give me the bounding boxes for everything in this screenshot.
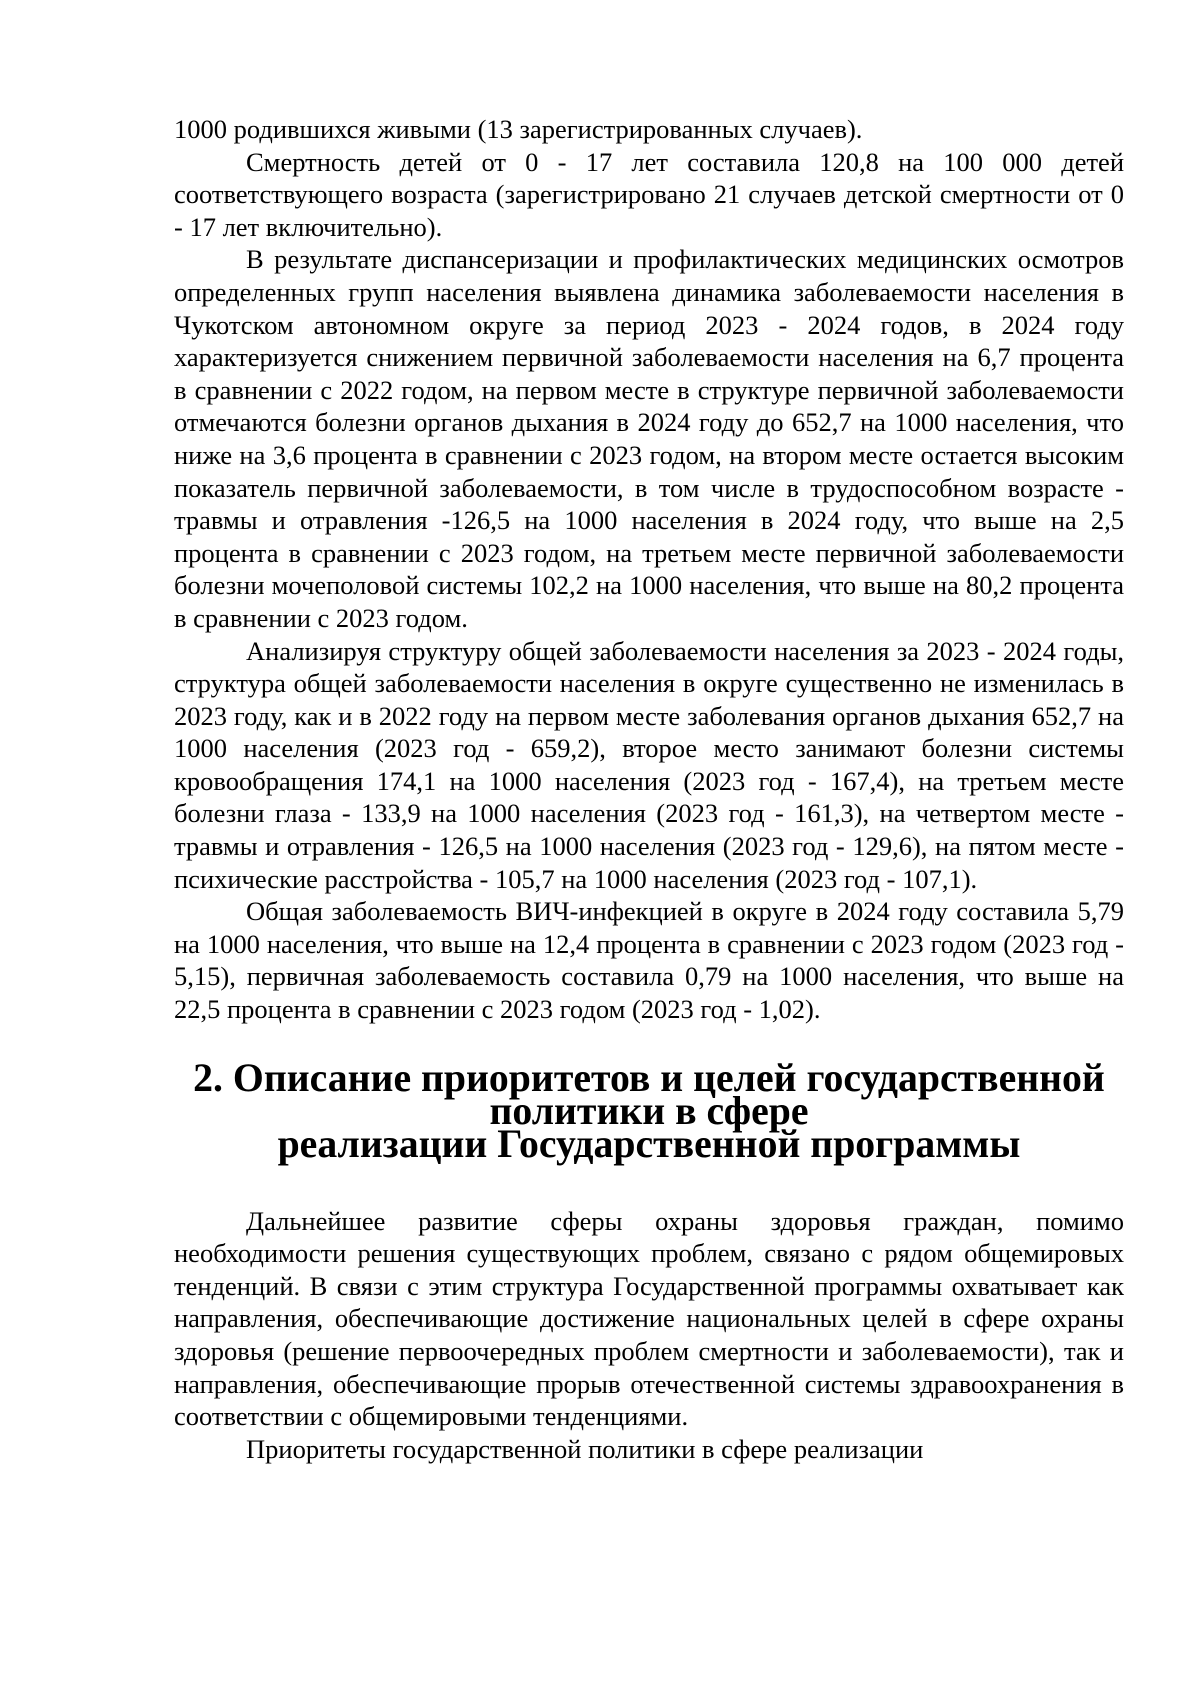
paragraph-hiv-morbidity: Общая заболеваемость ВИЧ-инфекцией в округе в 2024 году составила 5,79 на 1000 населения, что выше на 12,4 процента в сравнении с 2023 годом (2023 год - 5,15), первичная заболеваемость составила 0,79 на 1000 населения, что выше на 22,5 процента в сравнении с 2023 годом (2023 год - 1,02).: [174, 896, 1124, 1025]
paragraph-primary-morbidity: В результате диспансеризации и профилактических медицинских осмотров определенных групп населения выявлена динамика заболеваемости населения в Чукотском автономном округе за период 2023 - 2024 годов, в 2024 году характеризуется снижением первичной заболеваемости населения на 6,7 процента в сравнении с 2022 годом, на первом месте в структуре первичной заболеваемости отмечаются болезни органов дыхания в 2024 году до 652,7 на 1000 населения, что ниже на 3,6 процента в сравнении с 2023 годом, на втором месте остается высоким показатель первичной заболеваемости, в том числе в трудоспособном возрасте - травмы и отравления -126,5 на 1000 населения в 2024 году, что выше на 2,5 процента в сравнении с 2023 годом, на третьем месте первичной заболеваемости болезни мочеполовой системы 102,2 на 1000 населения, что выше на 80,2 процента в сравнении с 2023 годом.: [174, 244, 1124, 633]
paragraph-development: Дальнейшее развитие сферы охраны здоровья граждан, помимо необходимости решения существующих проблем, связано с рядом общемировых тенденций. В связи с этим структура Государственной программы охватывает как направления, обеспечивающие достижение национальных целей в сфере охраны здоровья (решение первоочередных проблем смертности и заболеваемости), так и направления, обеспечивающие прорыв отечественной системы здравоохранения в соответствии с общемировыми тенденциями.: [174, 1205, 1124, 1432]
section-heading-line-2: реализации Государственной программы: [277, 1121, 1021, 1166]
paragraph-continuation: 1000 родившихся живыми (13 зарегистрированных случаев).: [174, 114, 863, 144]
document-page: [174, 113, 1124, 1465]
paragraph-child-mortality: Смертность детей от 0 - 17 лет составила 120,8 на 100 000 детей соответствующего возраста (зарегистрировано 21 случаев детской смертности от 0 - 17 лет включительно).: [174, 146, 1124, 242]
paragraph-general-morbidity: Анализируя структуру общей заболеваемости населения за 2023 - 2024 годы, структура общей заболеваемости населения в округе существенно не изменилась в 2023 году, как и в 2022 году на первом месте заболевания органов дыхания 652,7 на 1000 населения (2023 год - 659,2), второе место занимают болезни системы кровообращения 174,1 на 1000 населения (2023 год - 167,4), на третьем месте болезни глаза - 133,9 на 1000 населения (2023 год - 161,3), на четвертом месте - травмы и отравления - 126,5 на 1000 населения (2023 год - 129,6), на пятом месте - психические расстройства - 105,7 на 1000 населения (2023 год - 107,1).: [174, 635, 1124, 894]
paragraph-priorities: Приоритеты государственной политики в сфере реализации: [246, 1433, 924, 1464]
section-heading: [174, 1055, 1124, 1166]
section-heading-line-1: 2. Описание приоритетов и целей государственной политики в сфере: [193, 1055, 1105, 1133]
